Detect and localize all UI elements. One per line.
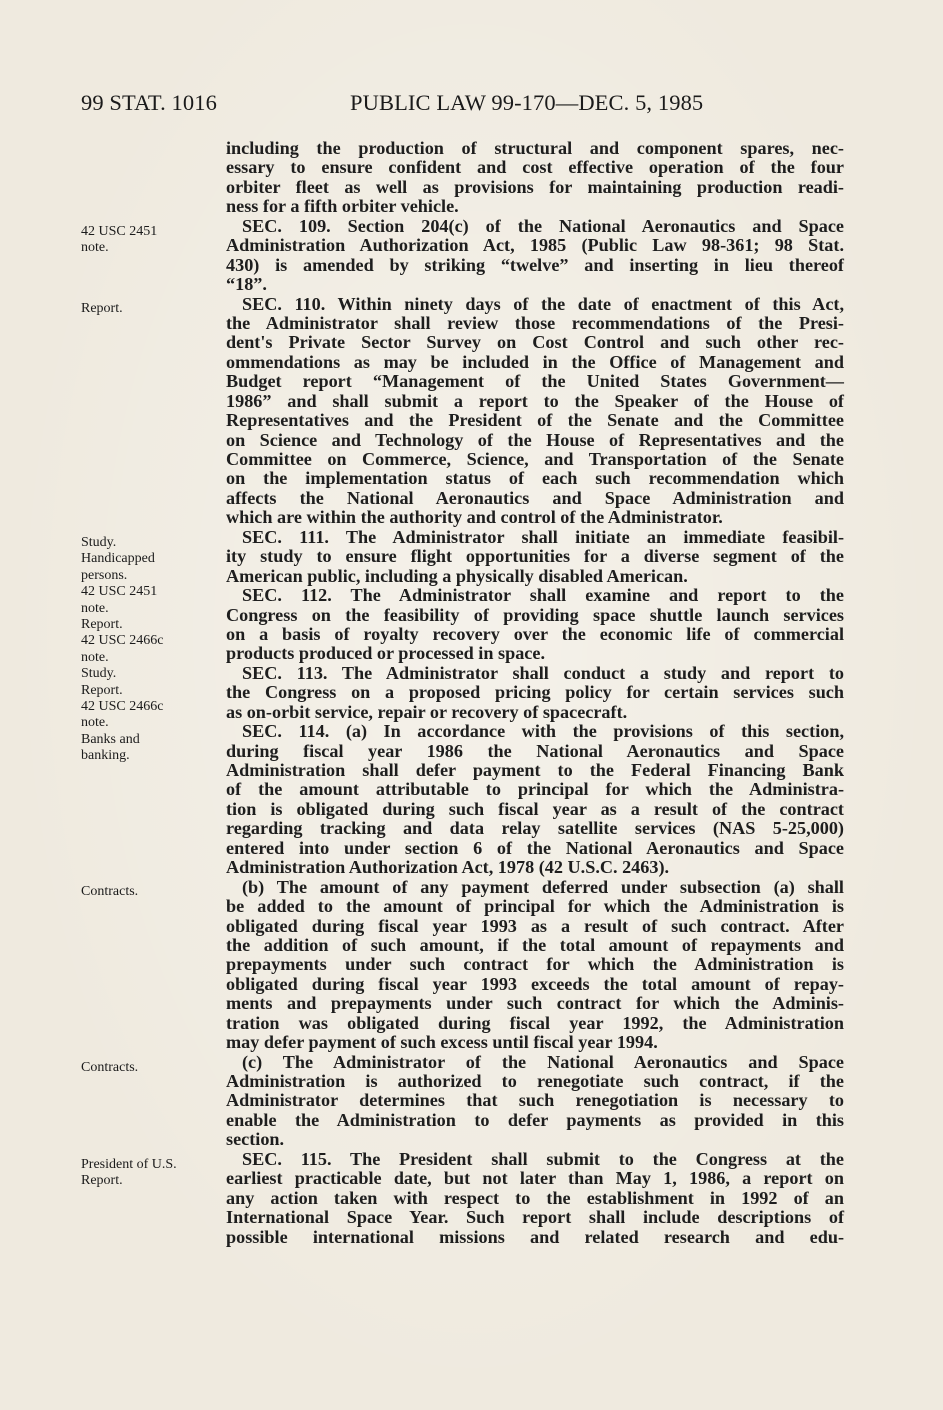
body-line: obligated during fiscal year 1993 as a result of such contract. After	[226, 915, 844, 936]
margin-note-line: Contracts.	[81, 1060, 139, 1075]
margin-note-line: Banks and	[81, 731, 140, 747]
sec-112-line: SEC. 112. The Administrator shall examine and report to the	[242, 585, 844, 606]
margin-note-line: Handicapped	[81, 551, 155, 567]
body-line: Administration Authorization Act, 1978 (42 U.S.C. 2463).	[226, 857, 670, 878]
statute-body-text	[226, 139, 844, 1247]
body-line: Representatives and the President of the Senate and the Committee	[226, 410, 844, 431]
margin-note-line: note.	[81, 649, 109, 665]
body-line: International Space Year. Such report shall include descriptions of	[226, 1207, 844, 1228]
body-line: on a basis of royalty recovery over the economic life of commercial	[226, 623, 844, 644]
body-line: which are within the authority and control of the Administrator.	[226, 507, 723, 528]
sec-109-line: SEC. 109. Section 204(c) of the National Aeronautics and Space	[242, 215, 844, 236]
body-line: orbiter fleet as well as provisions for maintaining production readi-	[226, 176, 844, 197]
body-line: 1986” and shall submit a report to the Speaker of the House of	[226, 390, 844, 411]
margin-note-line: 42 USC 2451	[81, 584, 158, 600]
margin-note-line: Contracts.	[81, 884, 139, 899]
body-line: earliest practicable date, but not later than May 1, 1986, a report on	[226, 1168, 844, 1189]
body-line: on the implementation status of each such recommendation which	[226, 468, 844, 489]
sec-115-line: SEC. 115. The President shall submit to the Congress at the	[242, 1148, 844, 1169]
body-line: Committee on Commerce, Science, and Transportation of the Senate	[226, 449, 844, 469]
subsection-b-line: (b) The amount of any payment deferred under subsection (a) shall	[242, 876, 844, 897]
body-line: American public, including a physically disabled American.	[226, 565, 688, 586]
body-line: entered into under section 6 of the National Aeronautics and Space	[226, 837, 844, 858]
body-line: the Congress on a proposed pricing policy for certain services such	[226, 682, 844, 703]
body-line: tration was obligated during fiscal year 1992, the Administration	[226, 1012, 844, 1033]
body-line: on Science and Technology of the House of Representatives and the	[226, 429, 844, 450]
margin-note-line: note.	[81, 240, 109, 256]
body-line: ments and prepayments under such contract for which the Adminis-	[226, 993, 844, 1014]
body-line: products produced or processed in space.	[226, 643, 545, 664]
margin-note-report	[81, 301, 216, 317]
margin-note-line: note.	[81, 600, 109, 616]
body-line: Administration shall defer payment to the Federal Financing Bank	[226, 760, 844, 780]
sec-111-line: SEC. 111. The Administrator shall initiate an immediate feasibil-	[242, 526, 844, 547]
body-line: ommendations as may be included in the Office of Management and	[226, 351, 844, 372]
margin-note-line: Report.	[81, 1173, 123, 1189]
body-line: of the amount attributable to principal for which the Administra-	[226, 779, 844, 800]
body-line: prepayments under such contract for which the Administration is	[226, 954, 844, 975]
body-line: section.	[226, 1129, 285, 1150]
margin-note-line: 42 USC 2466c	[81, 633, 164, 649]
body-line: dent's Private Sector Survey on Cost Control and such other rec-	[226, 332, 844, 353]
body-line: as on-orbit service, repair or recovery of spacecraft.	[226, 701, 628, 722]
body-line: including the production of structural and component spares, nec-	[226, 138, 844, 158]
margin-note-line: note.	[81, 715, 109, 731]
body-line: tion is obligated during such fiscal year as a result of the contract	[226, 798, 844, 819]
margin-note-line: Report.	[81, 617, 123, 633]
margin-note-line: Report.	[81, 682, 123, 698]
body-line: Budget report “Management of the United States Government—	[226, 371, 844, 392]
margin-note-line: Report.	[81, 301, 123, 316]
margin-note-line: 42 USC 2466c	[81, 699, 164, 715]
body-line: obligated during fiscal year 1993 exceeds the total amount of repay-	[226, 973, 844, 994]
body-line: any action taken with respect to the establishment in 1992 of an	[226, 1187, 844, 1208]
sec-114-line: SEC. 114. (a) In accordance with the provisions of this section,	[242, 721, 844, 742]
subsection-c-line: (c) The Administrator of the National Aeronautics and Space	[242, 1051, 844, 1072]
body-line: may defer payment of such excess until fiscal year 1994.	[226, 1032, 658, 1053]
body-line: affects the National Aeronautics and Space Administration and	[226, 487, 844, 508]
margin-note-line: Study.	[81, 535, 117, 550]
body-line: be added to the amount of principal for which the Administration is	[226, 896, 844, 917]
body-line: during fiscal year 1986 the National Aeronautics and Space	[226, 740, 844, 761]
body-line: possible international missions and related research and edu-	[226, 1226, 844, 1247]
body-line: essary to ensure confident and cost effective operation of the four	[226, 157, 844, 178]
margin-note-president-report	[81, 1157, 216, 1190]
body-line: Administration is authorized to renegotiate such contract, if the	[226, 1071, 844, 1091]
margin-note-line: 42 USC 2451	[81, 224, 158, 239]
margin-note-42usc2451	[81, 224, 216, 257]
body-line: the Administrator shall review those recommendations of the Presi-	[226, 312, 844, 333]
body-line: regarding tracking and data relay satellite services (NAS 5-25,000)	[226, 818, 844, 839]
margin-note-group-sec111-114	[81, 535, 216, 765]
sec-110-line: SEC. 110. Within ninety days of the date of enactment of this Act,	[242, 293, 844, 314]
sec-113-line: SEC. 113. The Administrator shall conduct a study and report to	[242, 662, 844, 683]
margin-note-line: President of U.S.	[81, 1157, 177, 1172]
body-line: ness for a fifth orbiter vehicle.	[226, 196, 459, 217]
body-line: the addition of such amount, if the total amount of repayments and	[226, 934, 844, 955]
margin-note-contracts-c	[81, 1060, 216, 1076]
statute-page-number: 99 STAT. 1016	[81, 90, 217, 115]
margin-note-contracts-b	[81, 884, 216, 900]
margin-note-line: persons.	[81, 567, 128, 583]
body-line: Congress on the feasibility of providing space shuttle launch services	[226, 604, 844, 625]
body-line: “18”.	[226, 274, 267, 295]
body-line: enable the Administration to defer payments as provided in this	[226, 1109, 844, 1130]
margin-note-line: banking.	[81, 748, 130, 764]
margin-note-line: Study.	[81, 666, 117, 682]
body-line: Administration Authorization Act, 1985 (Public Law 98-361; 98 Stat.	[226, 235, 844, 256]
body-line: 430) is amended by striking “twelve” and inserting in lieu thereof	[226, 254, 844, 275]
body-line: Administrator determines that such renegotiation is necessary to	[226, 1090, 844, 1111]
body-line: ity study to ensure flight opportunities for a diverse segment of the	[226, 546, 844, 567]
running-header: PUBLIC LAW 99-170—DEC. 5, 1985	[350, 90, 704, 115]
